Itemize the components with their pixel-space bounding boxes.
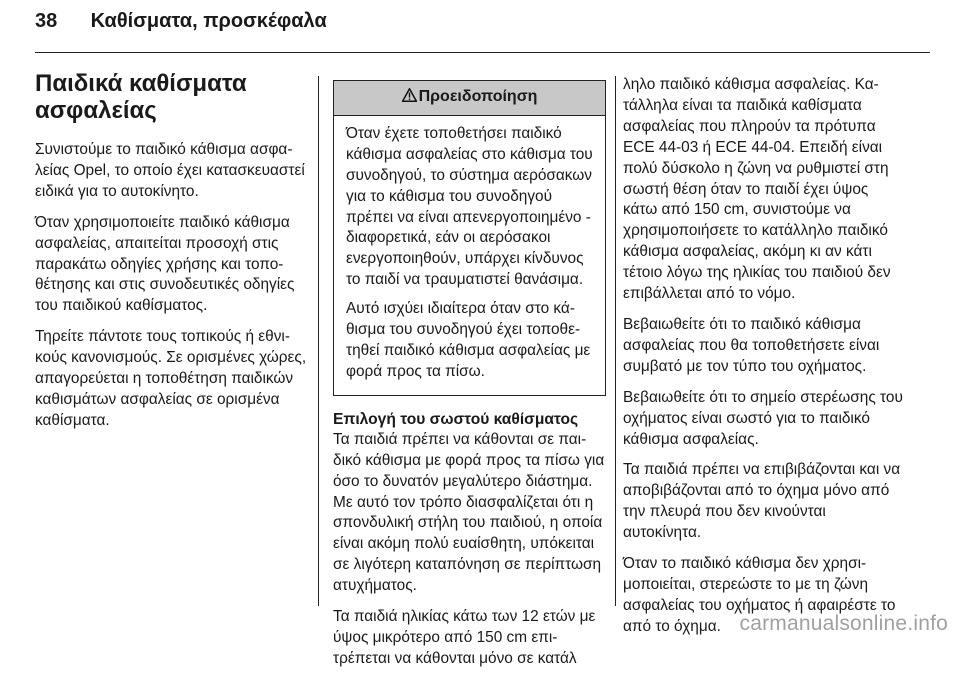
page-title: Καθίσματα, προσκέφαλα bbox=[90, 10, 327, 32]
column-divider-1 bbox=[318, 76, 319, 606]
warning-header bbox=[334, 81, 605, 116]
paragraph: Βεβαιωθείτε ότι το παιδικό κάθισμα ασφαλείας που θα τοποθετήσετε είναι συμβατό με τον τύπο του οχήματος. bbox=[623, 315, 880, 375]
column-left bbox=[35, 70, 307, 442]
watermark: carmanualsonline.info bbox=[739, 612, 948, 635]
warning-triangle-icon bbox=[402, 87, 417, 108]
page-header bbox=[35, 10, 327, 33]
paragraph: Τα παιδιά πρέπει να κάθονται σε παιδικό κάθισμα με φορά προς τα πίσω για όσο το δυνατόν μεγαλύτερο διάστημα. Με αυτό τον τρόπο διασφαλίζεται ότι η σπονδυλική στήλη του παιδιού, η οποία είναι ακόμη πολύ ευαίσθητη, υπόκειται σε λιγότερη καταπόνηση σε περίπτωση ατυχήματος. bbox=[333, 430, 605, 595]
paragraph: Συνιστούμε το παιδικό κάθισμα ασφαλείας Opel, το οποίο έχει κατασκευαστεί ειδικά για το αυτοκίνητο. bbox=[35, 141, 305, 200]
paragraph: ληλο παιδικό κάθισμα ασφαλείας. Κατάλληλα είναι τα παιδικά καθίσματα ασφαλείας που πληρούν τα πρότυπα ECE 44-03 ή ECE 44-04. Επειδή είναι πολύ δύσκολο η ζώνη να ρυθμιστεί στη σωστή θέση όταν το παιδί έχει ύψος κάτω από 150 cm, συνιστούμε να χρησιμοποιήσετε το κατάλληλο παιδικό κάθισμα ασφαλείας, ακόμη κι αν κάτι τέτοιο λόγω της ηλικίας του παιδιού δεν επιβάλλεται από το νόμο. bbox=[623, 76, 891, 303]
warning-title: Προειδοποίηση bbox=[418, 88, 538, 105]
section-heading: Παιδικά καθίσματα ασφαλείας bbox=[35, 70, 247, 124]
paragraph: Τηρείτε πάντοτε τους τοπικούς ή εθνικούς κανονισμούς. Σε ορισμένες χώρες, απαγορεύεται η τοποθέτηση παιδικών καθισμάτων ασφαλείας σε ορισμένα καθίσματα. bbox=[35, 328, 307, 429]
paragraph: Τα παιδιά πρέπει να επιβιβάζονται και να αποβιβάζονται από το όχημα μόνο από την πλευρά που δεν κινούνται αυτοκίνητα. bbox=[623, 461, 901, 542]
page-number: 38 bbox=[35, 10, 58, 32]
header-divider bbox=[35, 52, 930, 53]
paragraph: Όταν το παιδικό κάθισμα δεν χρησιμοποιείται, στερεώστε το με τη ζώνη ασφαλείας του οχήματος ή αφαιρέστε το από το όχημα. bbox=[623, 555, 896, 635]
paragraph: Όταν χρησιμοποιείτε παιδικό κάθισμα ασφαλείας, απαιτείται προσοχή στις παρακάτω οδηγίες χρήσης και τοποθέτησης και στις συνοδευτικές οδηγίες του παιδικού καθίσματος. bbox=[35, 213, 295, 315]
paragraph: Τα παιδιά ηλικίας κάτω των 12 ετών με ύψος μικρότερο από 150 cm επιτρέπεται να κάθονται μόνο σε κατάλ bbox=[333, 608, 596, 667]
warning-body bbox=[334, 116, 605, 395]
subsection-heading: Επιλογή του σωστού καθίσματος bbox=[333, 410, 579, 428]
column-middle bbox=[333, 80, 606, 680]
column-divider-2 bbox=[615, 76, 616, 606]
warning-box bbox=[333, 80, 606, 396]
paragraph: Βεβαιωθείτε ότι το σημείο στερέωσης του οχήματος είναι σωστό για το παιδικό κάθισμα ασφαλείας. bbox=[623, 388, 903, 448]
column-right bbox=[623, 75, 903, 648]
warning-paragraph: Όταν έχετε τοποθετήσει παιδικό κάθισμα ασφαλείας στο κάθισμα του συνοδηγού, το σύστημα αερόσακων για το κάθισμα του συνοδηγού πρέπει να είναι απενεργοποιημένο - διαφορετικά, εάν οι αερόσακοι ενεργοποιηθούν, υπάρχει κίνδυνος το παιδί να τραυματιστεί θανάσιμα. bbox=[346, 124, 593, 289]
warning-paragraph: Αυτό ισχύει ιδιαίτερα όταν στο κάθισμα του συνοδηγού έχει τοποθετηθεί παιδικό κάθισμα ασφαλείας με φορά προς τα πίσω. bbox=[346, 300, 591, 380]
